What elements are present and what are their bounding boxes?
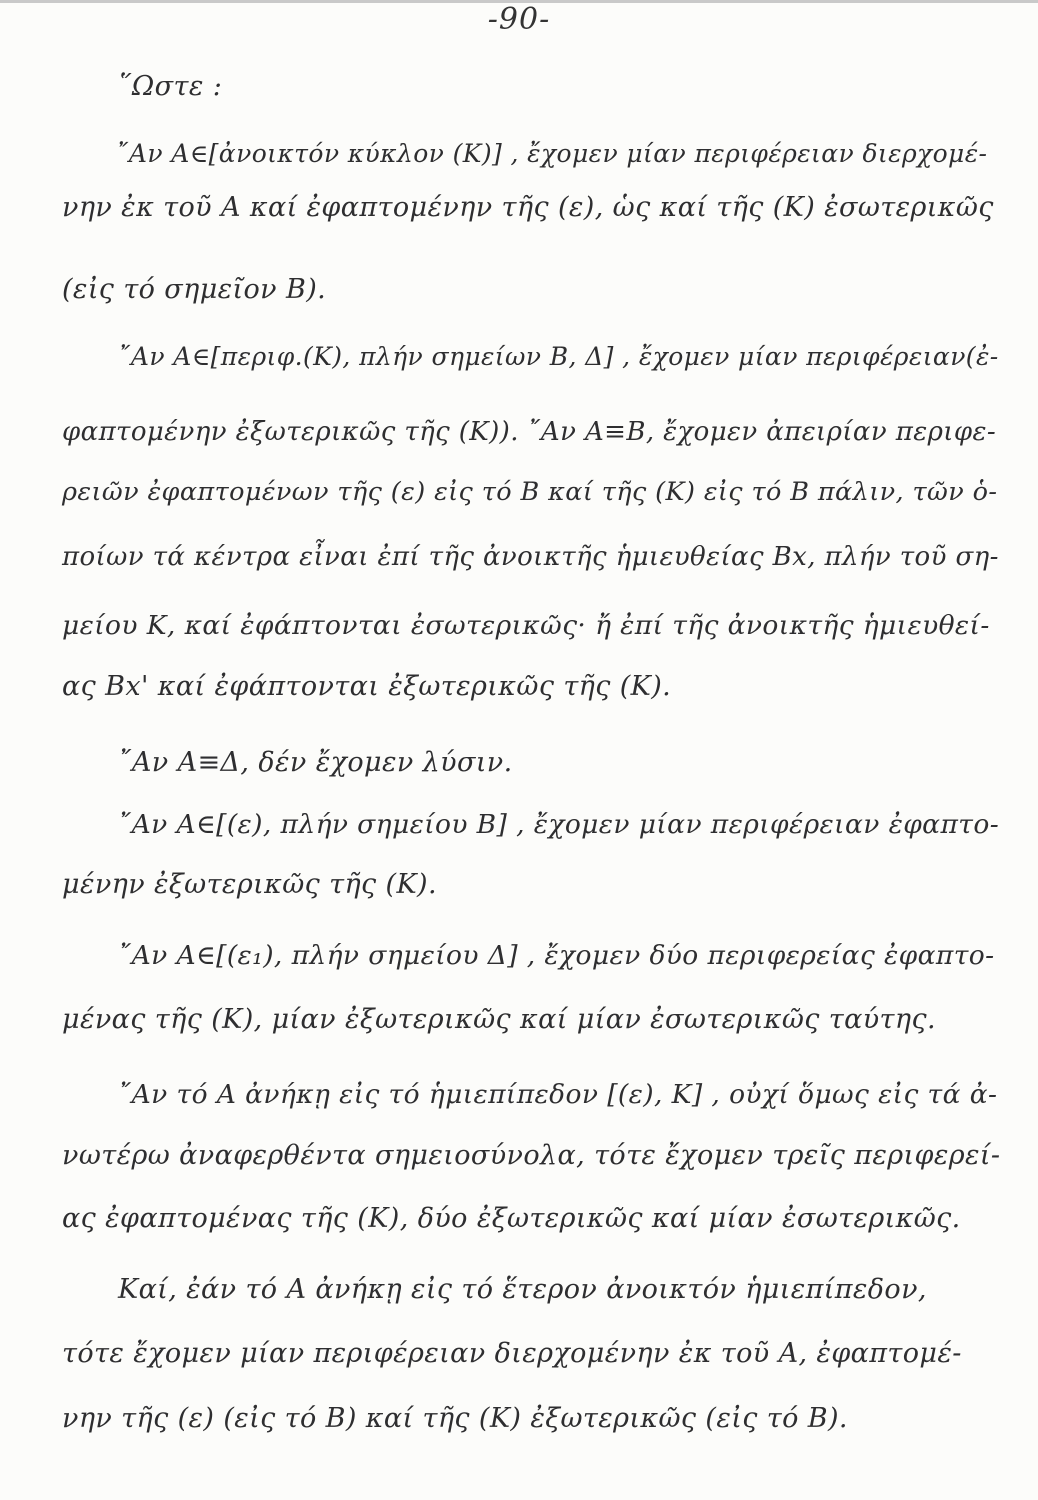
- page-number: -90-: [487, 2, 551, 37]
- text-line-6: φαπτομένην ἐξωτερικῶς τῆς (K)). ῎Αν A≡B, ἔχομεν ἀπειρίαν περιφε-: [62, 417, 997, 447]
- text-line-10: ας Bx' καί ἐφάπτονται ἐξωτερικῶς τῆς (K).: [62, 671, 672, 702]
- text-line-15: μένας τῆς (K), μίαν ἐξωτερικῶς καί μίαν ἐσωτερικῶς ταύτης.: [62, 1004, 936, 1035]
- text-line-13: μένην ἐξωτερικῶς τῆς (K).: [62, 869, 437, 900]
- text-line-11: ῎Αν A≡Δ, δέν ἔχομεν λύσιν.: [118, 747, 513, 778]
- text-line-12: ῎Αν A∈[(ε), πλήν σημείου B] , ἔχομεν μίαν περιφέρειαν ἐφαπτο-: [118, 809, 1000, 840]
- text-line-18: ας ἐφαπτομένας τῆς (K), δύο ἐξωτερικῶς καί μίαν ἐσωτερικῶς.: [62, 1203, 961, 1234]
- text-line-17: νωτέρω ἀναφερθέντα σημειοσύνολα, τότε ἔχομεν τρεῖς περιφερεί-: [62, 1140, 1001, 1171]
- text-line-5: ῎Αν A∈[περιφ.(K), πλήν σημείων B, Δ] , ἔχομεν μίαν περιφέρειαν(ἐ-: [118, 342, 999, 371]
- text-line-19: Καί, ἐάν τό A ἀνήκῃ εἰς τό ἕτερον ἀνοικτόν ἡμιεπίπεδον,: [118, 1274, 927, 1305]
- text-line-9: μείου K, καί ἐφάπτονται ἐσωτερικῶς· ἤ ἐπί τῆς ἀνοικτῆς ἡμιευθεί-: [62, 610, 990, 641]
- text-line-8: ποίων τά κέντρα εἶναι ἐπί τῆς ἀνοικτῆς ἡμιευθείας Bx, πλήν τοῦ ση-: [62, 542, 999, 572]
- text-line-20: τότε ἔχομεν μίαν περιφέρειαν διερχομένην ἐκ τοῦ A, ἐφαπτομέ-: [62, 1338, 962, 1369]
- text-line-16: ῎Αν τό A ἀνήκῃ εἰς τό ἡμιεπίπεδον [(ε), K] , οὐχί ὅμως εἰς τά ἀ-: [118, 1079, 998, 1110]
- text-line-2: ῎Αν A∈[ἀνοικτόν κύκλον (K)] , ἔχομεν μίαν περιφέρειαν διερχομέ-: [116, 139, 988, 168]
- text-line-3: νην ἐκ τοῦ A καί ἐφαπτομένην τῆς (ε), ὡς καί τῆς (K) ἐσωτερικῶς: [62, 192, 994, 223]
- text-line-1: ῞Ωστε :: [118, 71, 223, 102]
- text-line-4: (εἰς τό σημεῖον B).: [62, 274, 327, 305]
- text-line-7: ρειῶν ἐφαπτομένων τῆς (ε) εἰς τό B καί τῆς (K) εἰς τό B πάλιν, τῶν ὁ-: [62, 477, 998, 507]
- text-line-21: νην τῆς (ε) (εἰς τό B) καί τῆς (K) ἐξωτερικῶς (εἰς τό B).: [62, 1403, 848, 1434]
- text-line-14: ῎Αν A∈[(ε₁), πλήν σημείου Δ] , ἔχομεν δύο περιφερείας ἐφαπτο-: [118, 940, 995, 971]
